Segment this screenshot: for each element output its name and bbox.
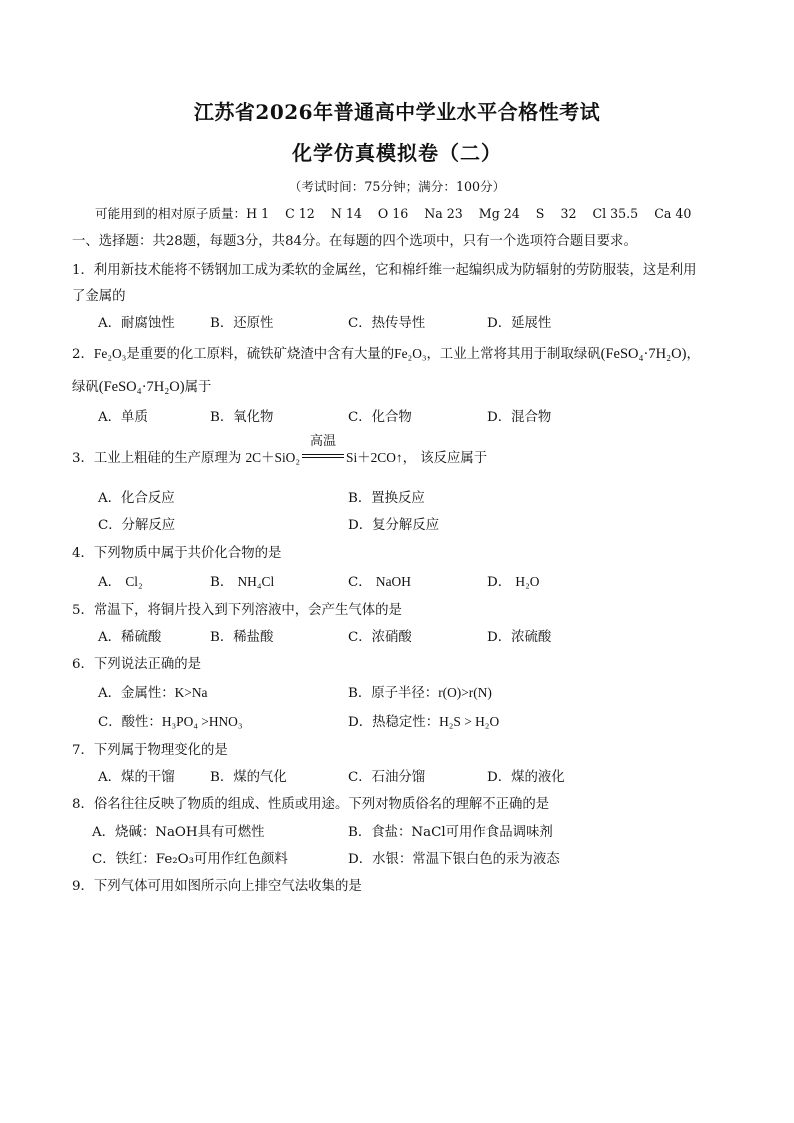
q2-stem-line2 xyxy=(72,380,211,395)
q5-option-c: C．浓硝酸 xyxy=(348,630,412,645)
q5-option-a: A．稀硫酸 xyxy=(98,630,162,645)
q6-option-b xyxy=(348,686,492,700)
q2-option-a: A．单质 xyxy=(98,410,148,425)
q1-stem-line1: 1．利用新技术能将不锈钢加工成为柔软的金属丝，它和棉纤维一起编织成为防辐射的劳防服装，这是利用 xyxy=(72,263,697,278)
q8-option-d: D．水银：常温下银白色的汞为液态 xyxy=(348,852,560,867)
q7-option-a: A．煤的干馏 xyxy=(98,770,175,785)
q6-option-a-label: A．金属性： xyxy=(98,686,175,701)
q8-option-c: C．铁红：Fe₂O₃可用作红色颜料 xyxy=(92,852,288,867)
q8-stem: 8．俗名往往反映了物质的组成、性质或用途。下列对物质俗名的理解不正确的是 xyxy=(72,797,550,812)
q4-option-d xyxy=(487,575,539,589)
q6-option-b-label: B．原子半径： xyxy=(348,686,439,701)
q1-option-a: A．耐腐蚀性 xyxy=(98,316,175,331)
q3-text-2: ， 该反应属于 xyxy=(402,451,488,466)
atomic-masses: 可能用到的相对原子质量：H 1 C 12 N 14 O 16 Na 23 Mg 24 S 32 Cl 35.5 Ca 40 xyxy=(95,206,692,221)
q9-stem: 9．下列气体可用如图所示向上排空气法收集的是 xyxy=(72,879,362,894)
q4-option-b xyxy=(210,575,274,589)
exam-title: 江苏省2026年普通高中学业水平合格性考试 xyxy=(193,100,601,124)
q5-stem: 5．常温下，将铜片投入到下列溶液中，会产生气体的是 xyxy=(72,603,402,618)
q1-option-c: C．热传导性 xyxy=(348,316,426,331)
q2-formula-green-vitriol: (FeSO₄·7H₂O) xyxy=(600,346,687,362)
q2-formula-fe2o3-2: Fe₂O₃ xyxy=(394,346,427,361)
q2-option-c: C．化合物 xyxy=(348,410,412,425)
q6-option-a xyxy=(98,686,207,700)
q7-option-c: C．石油分馏 xyxy=(348,770,426,785)
q4-option-c-label: C． xyxy=(348,575,372,590)
q2-option-b: B．氧化物 xyxy=(210,410,274,425)
q6-stem: 6．下列说法正确的是 xyxy=(72,657,202,672)
q7-option-b: B．煤的气化 xyxy=(210,770,287,785)
q2-option-d: D．混合物 xyxy=(487,410,552,425)
q4-option-c-formula: NaOH xyxy=(375,574,411,589)
q6-option-c-value: H₃PO₄ >HNO₃ xyxy=(161,714,243,729)
q4-option-d-formula: H₂O xyxy=(515,574,540,589)
q3-reactants: 2C＋SiO₂ xyxy=(245,450,301,465)
q5-option-b: B．稀盐酸 xyxy=(210,630,274,645)
q6-option-d-label: D．热稳定性： xyxy=(348,715,440,730)
q3-stem xyxy=(72,433,488,466)
q6-option-d xyxy=(348,715,499,729)
q2-text-4: 绿矾 xyxy=(72,380,99,395)
exam-subtitle-title: 化学仿真模拟卷（二） xyxy=(292,141,502,165)
q2-text-5: 属于 xyxy=(184,380,212,395)
q8-option-b: B．食盐：NaCl可用作食品调味剂 xyxy=(348,825,553,840)
q1-stem-line2: 了金属的 xyxy=(72,289,126,304)
q4-option-b-label: B． xyxy=(210,575,234,590)
q3-option-a: A．化合反应 xyxy=(98,491,175,506)
q2-formula-green-vitriol-2: (FeSO₄·7H₂O) xyxy=(98,379,185,395)
q3-products: Si＋2CO↑ xyxy=(346,450,403,465)
q3-condition: 高温 xyxy=(310,433,337,449)
q2-text-2: ，工业上常将其用于制取绿矾 xyxy=(426,347,601,362)
q6-option-c-label: C．酸性： xyxy=(98,715,162,730)
q5-option-d: D．浓硫酸 xyxy=(487,630,552,645)
q3-option-b: B．置换反应 xyxy=(348,491,425,506)
q3-text-1: 3．工业上粗硅的生产原理为 xyxy=(72,451,242,466)
q2-text-3: ， xyxy=(686,347,700,362)
q2-number: 2． xyxy=(72,347,94,362)
section-heading: 一、选择题：共28题，每题3分，共84分。在每题的四个选项中，只有一个选项符合题目要求。 xyxy=(72,234,637,249)
q8-option-a: A．烧碱：NaOH具有可燃性 xyxy=(92,825,265,840)
q3-reaction-arrow xyxy=(302,433,344,466)
q7-option-d: D．煤的液化 xyxy=(487,770,565,785)
q6-option-c xyxy=(98,715,243,729)
q7-stem: 7．下列属于物理变化的是 xyxy=(72,743,228,758)
q4-option-a-formula: Cl₂ xyxy=(125,574,143,589)
q2-stem-line1 xyxy=(72,347,700,362)
q4-option-c xyxy=(348,575,411,589)
q6-option-b-value: r(O)>r(N) xyxy=(438,685,492,700)
q6-option-a-value: K>Na xyxy=(174,685,208,700)
q6-option-d-value: H₂S > H₂O xyxy=(439,714,500,729)
q4-option-a-label: A． xyxy=(98,575,122,590)
q4-option-d-label: D． xyxy=(487,575,512,590)
q2-text-1: 是重要的化工原料，硫铁矿烧渣中含有大量的 xyxy=(126,347,395,362)
q4-stem: 4．下列物质中属于共价化合物的是 xyxy=(72,546,282,561)
q3-option-d: D．复分解反应 xyxy=(348,518,440,533)
q3-option-c: C．分解反应 xyxy=(98,518,176,533)
q1-option-b: B．还原性 xyxy=(210,316,274,331)
q4-option-b-formula: NH₄Cl xyxy=(237,574,275,589)
q1-option-d: D．延展性 xyxy=(487,316,552,331)
q4-option-a xyxy=(98,575,143,589)
exam-time-info: （考试时间：75分钟；满分：100分） xyxy=(288,179,506,194)
q2-formula-fe2o3: Fe₂O₃ xyxy=(93,346,127,361)
